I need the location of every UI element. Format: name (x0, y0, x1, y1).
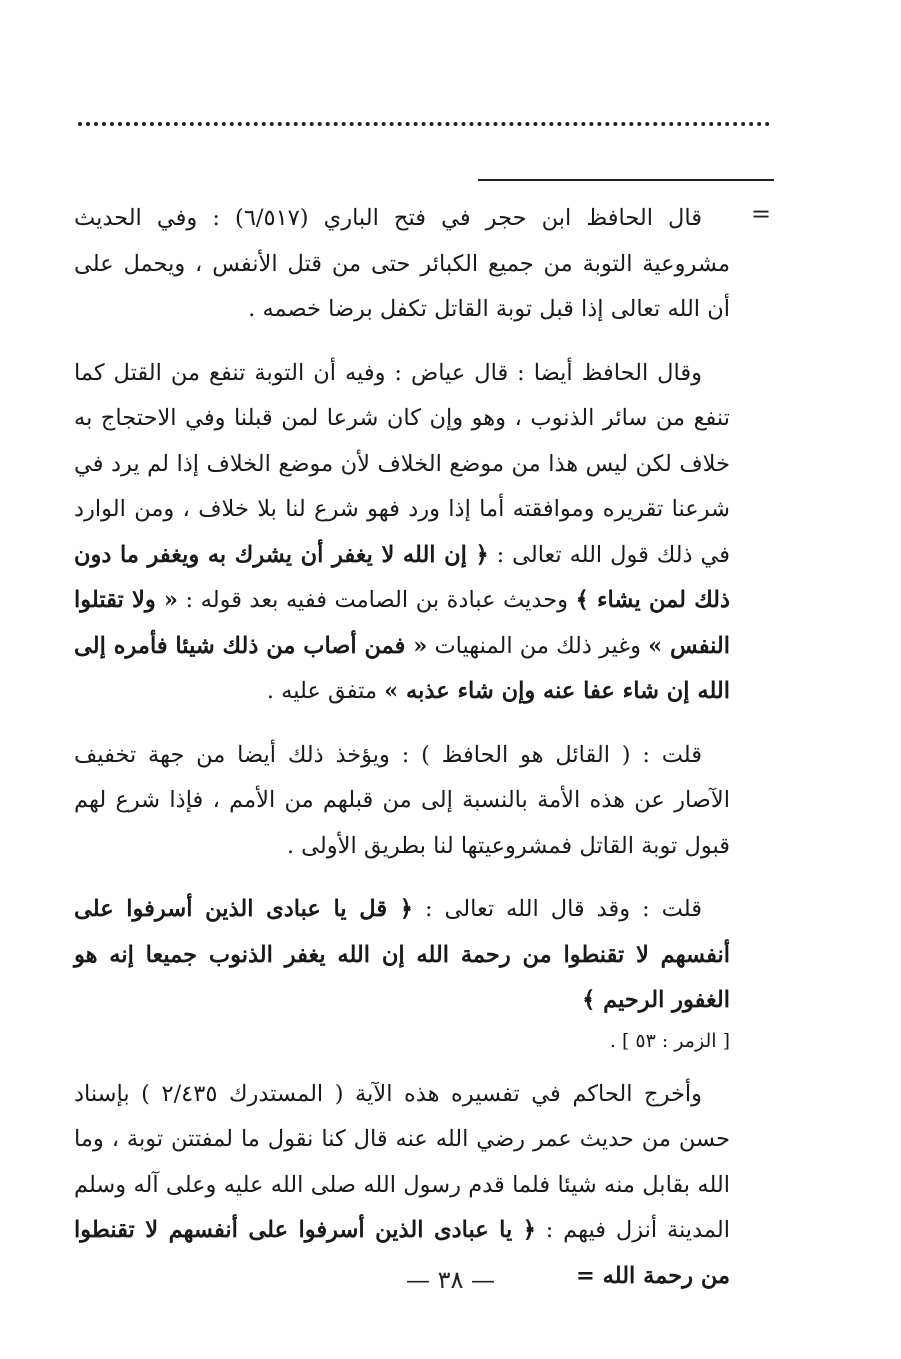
paragraph-ibn-hajar (74, 196, 730, 333)
paragraph-text: وغير ذلك من المنهيات (434, 632, 641, 659)
continuation-mark: = (751, 200, 772, 228)
quran-quote: ﴿ إن الله لا يغفر أن يشرك به ويغفر ما دون ذلك لمن يشاء ﴾ (74, 541, 731, 613)
page-number: — ٣٨ — (405, 1266, 496, 1294)
paragraph-text: قلت : وقد قال الله تعالى : (424, 896, 702, 922)
hadith-quote: « فمن أصاب من ذلك شيئا فأمره إلى الله إن شاء عفا عنه وإن شاء عذبه » (74, 632, 730, 704)
dotted-separator (78, 122, 770, 126)
quran-quote: ﴿ قل يا عبادى الذين أسرفوا على أنفسهم لا تقنطوا من رحمة الله إن الله يغفر الذنوب جميعا إنه هو الغفور الرحيم ﴾ (74, 896, 730, 1013)
paragraph-iyad (74, 351, 730, 715)
paragraph-text: وقال الحافظ أيضا : قال عياض : وفيه أن التوبة تنفع من القتل كما تنفع من سائر الذنوب ، وهو وإن كان شرعا لمن قبلنا وفي الاحتجاج به خلاف لكن ليس هذا من موضع الخلاف لأن موضع الخلاف إذا لم يرد في شرعنا تقريره وموافقته أما إذا ورد فهو شرع لنا بلا خلاف ، ومن الوارد في ذلك قول الله تعالى : (74, 359, 730, 568)
paragraph-text: وأخرج الحاكم في تفسيره هذه الآية ( المستدرك ٢/٤٣٥ ) بإسناد حسن من حديث عمر رضي الله عنه قال كنا نقول ما لمفتتن توبة ، وما الله بقابل منه شيئا فلما قدم رسول الله صلى الله عليه وعلى آله وسلم المدينة أنزل فيهم : (74, 1080, 730, 1243)
footnote-rule (478, 179, 774, 181)
paragraph-text: متفق عليه . (266, 678, 377, 704)
quran-quote: ﴿ يا عبادى الذين أسرفوا على أنفسهم لا تقنطوا من رحمة الله = (74, 1217, 730, 1289)
paragraph-text: وحديث عبادة بن الصامت ففيه بعد قوله : (185, 587, 568, 613)
hadith-quote: « ولا تقتلوا النفس » (74, 587, 730, 659)
paragraph-text: قال الحافظ ابن حجر في فتح الباري (٦/٥١٧) : وفي الحديث مشروعية التوبة من جميع الكبائر حتى من قتل الأنفس ، ويحمل على أن الله تعالى إذا قبل توبة القاتل تكفل برضا خصمه . (74, 205, 730, 322)
verse-reference: [ الزمر : ٥٣ ] . (609, 1029, 730, 1052)
paragraph-zumar (74, 887, 730, 1024)
paragraph-text: قلت : ( القائل هو الحافظ ) : ويؤخذ ذلك أيضا من جهة تخفيف الآصار عن هذه الأمة بالنسبة إلى من قبلهم من الأمم ، فإذا شرع لهم قبول توبة القاتل فمشروعيتها لنا بطريق الأولى . (74, 741, 730, 859)
footnote-body (74, 196, 730, 1299)
paragraph-takhfif (74, 733, 730, 870)
